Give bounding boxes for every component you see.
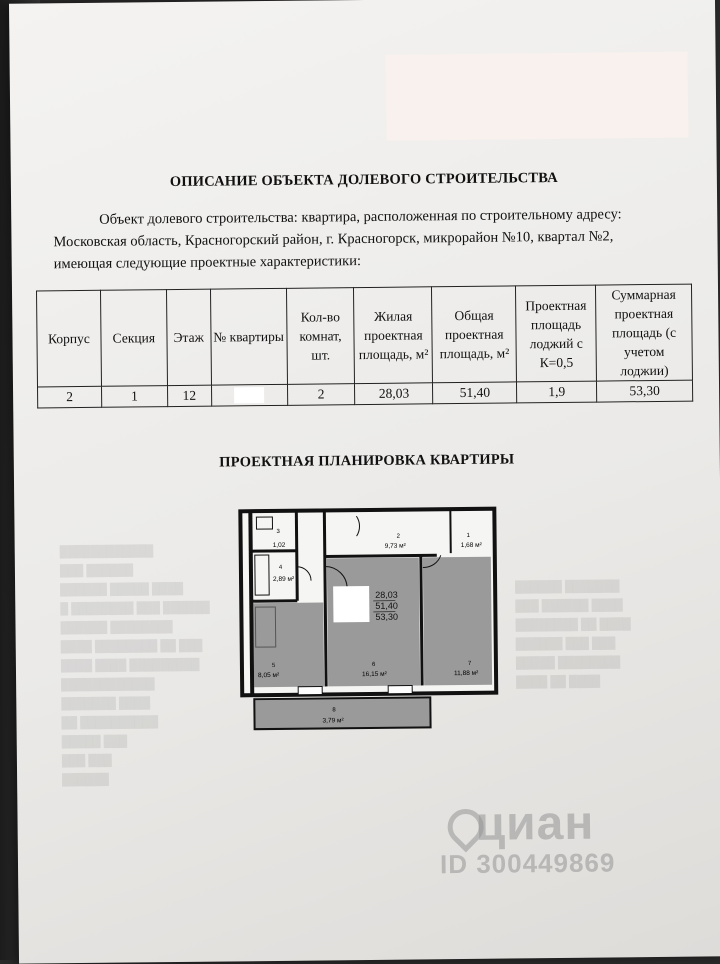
room-8-number: 8	[332, 707, 336, 713]
cell-sektsiya: 1	[101, 386, 167, 408]
intro-paragraph	[53, 203, 694, 276]
room-6-area: 16,15 м²	[362, 671, 388, 678]
floor-plan	[236, 505, 500, 738]
cell-total-area: 51,40	[433, 382, 517, 404]
bleed-through-texture: ████████████ ███ ██████ ██████ █████ ████ █ ████████ ███ ██████ ██████ ████████ ████ ████████ ██ ███ ████ ████ █████████ ████████████ ███████ ████ ██ ██████████ █████ ███ ███ ███ ██████	[60, 542, 212, 791]
redacted-apartment-number	[234, 388, 264, 404]
cell-etazh: 12	[167, 385, 211, 406]
plan-summary-sum: 53,30	[375, 612, 398, 622]
intro-line-3: имеющая следующие проектные характеристики:	[54, 247, 694, 276]
room-3-area: 1,02	[273, 542, 286, 549]
header-loggia-area: Проектная площадь лоджий с К=0,5	[516, 285, 597, 382]
room-6-number: 6	[372, 662, 376, 668]
room-7-fill	[423, 557, 492, 686]
header-living-area: Жилая проектная площадь, м²	[354, 287, 433, 384]
bleed-through-texture-right: ██████ ███████ ███ ██████ ████ ████████ ██ ████ ██████ ███ ███ █████ ████████ ████ ██ ████	[515, 577, 631, 692]
intro-line-2: Московская область, Красногорский район, г. Красногорск, микрорайон №10, квартал №2,	[53, 225, 693, 254]
header-summary-area: Суммарная проектная площадь (с учетом лоджии)	[596, 284, 693, 381]
room-7-area: 11,88 м²	[454, 670, 479, 677]
apartment-parameters-table	[36, 284, 693, 409]
cell-room-count: 2	[287, 384, 355, 406]
cell-apartment-number	[211, 384, 287, 406]
room-4-area: 2,89 м²	[273, 576, 295, 583]
document-title: ОПИСАНИЕ ОБЪЕКТА ДОЛЕВОГО СТРОИТЕЛЬСТВА	[11, 168, 717, 192]
redaction-block	[386, 52, 689, 141]
plan-summary-living: 28,03	[375, 590, 398, 600]
header-korpus: Корпус	[37, 290, 102, 387]
room-2-area: 9,73 м²	[385, 543, 407, 550]
header-apartment-number: № квартиры	[210, 288, 287, 385]
wall	[250, 511, 252, 695]
cell-summary-area: 53,30	[597, 380, 693, 402]
plan-title: ПРОЕКТНАЯ ПЛАНИРОВКА КВАРТИРЫ	[14, 449, 720, 473]
room-4-number: 4	[279, 565, 283, 571]
cell-loggia-area: 1,9	[517, 381, 597, 403]
wall	[296, 511, 297, 601]
header-etazh: Этаж	[166, 289, 211, 385]
watermark-logo: циан	[475, 796, 594, 852]
intro-line-1: Объект долевого строительства: квартира, расположенная по строительному адресу:	[53, 203, 693, 232]
room-7-number: 7	[468, 661, 472, 667]
plan-redaction	[333, 586, 369, 622]
room-5-number: 5	[272, 663, 276, 669]
header-room-count: Кол-во комнат, шт.	[286, 288, 355, 385]
wall	[421, 555, 422, 685]
cell-living-area: 28,03	[355, 383, 433, 405]
room-1-number: 1	[467, 533, 471, 539]
room-8-loggia	[254, 697, 430, 729]
cell-korpus: 2	[38, 386, 102, 408]
window	[298, 686, 322, 694]
document-page	[9, 0, 720, 964]
window	[388, 686, 412, 694]
header-total-area: Общая проектная площадь, м²	[432, 286, 517, 383]
room-5-area: 8,05 м²	[258, 672, 280, 679]
room-2-number: 2	[397, 534, 401, 540]
wall	[324, 510, 326, 686]
table-header-row	[37, 284, 693, 387]
room-3-number: 3	[277, 529, 281, 535]
plan-summary-total: 51,40	[375, 601, 398, 611]
room-8-area: 3,79 м²	[322, 717, 344, 724]
header-sektsiya: Секция	[100, 290, 167, 387]
watermark-id: ID 300449869	[440, 847, 616, 880]
wall	[325, 555, 437, 556]
room-1-area: 1,68 м²	[461, 542, 483, 549]
